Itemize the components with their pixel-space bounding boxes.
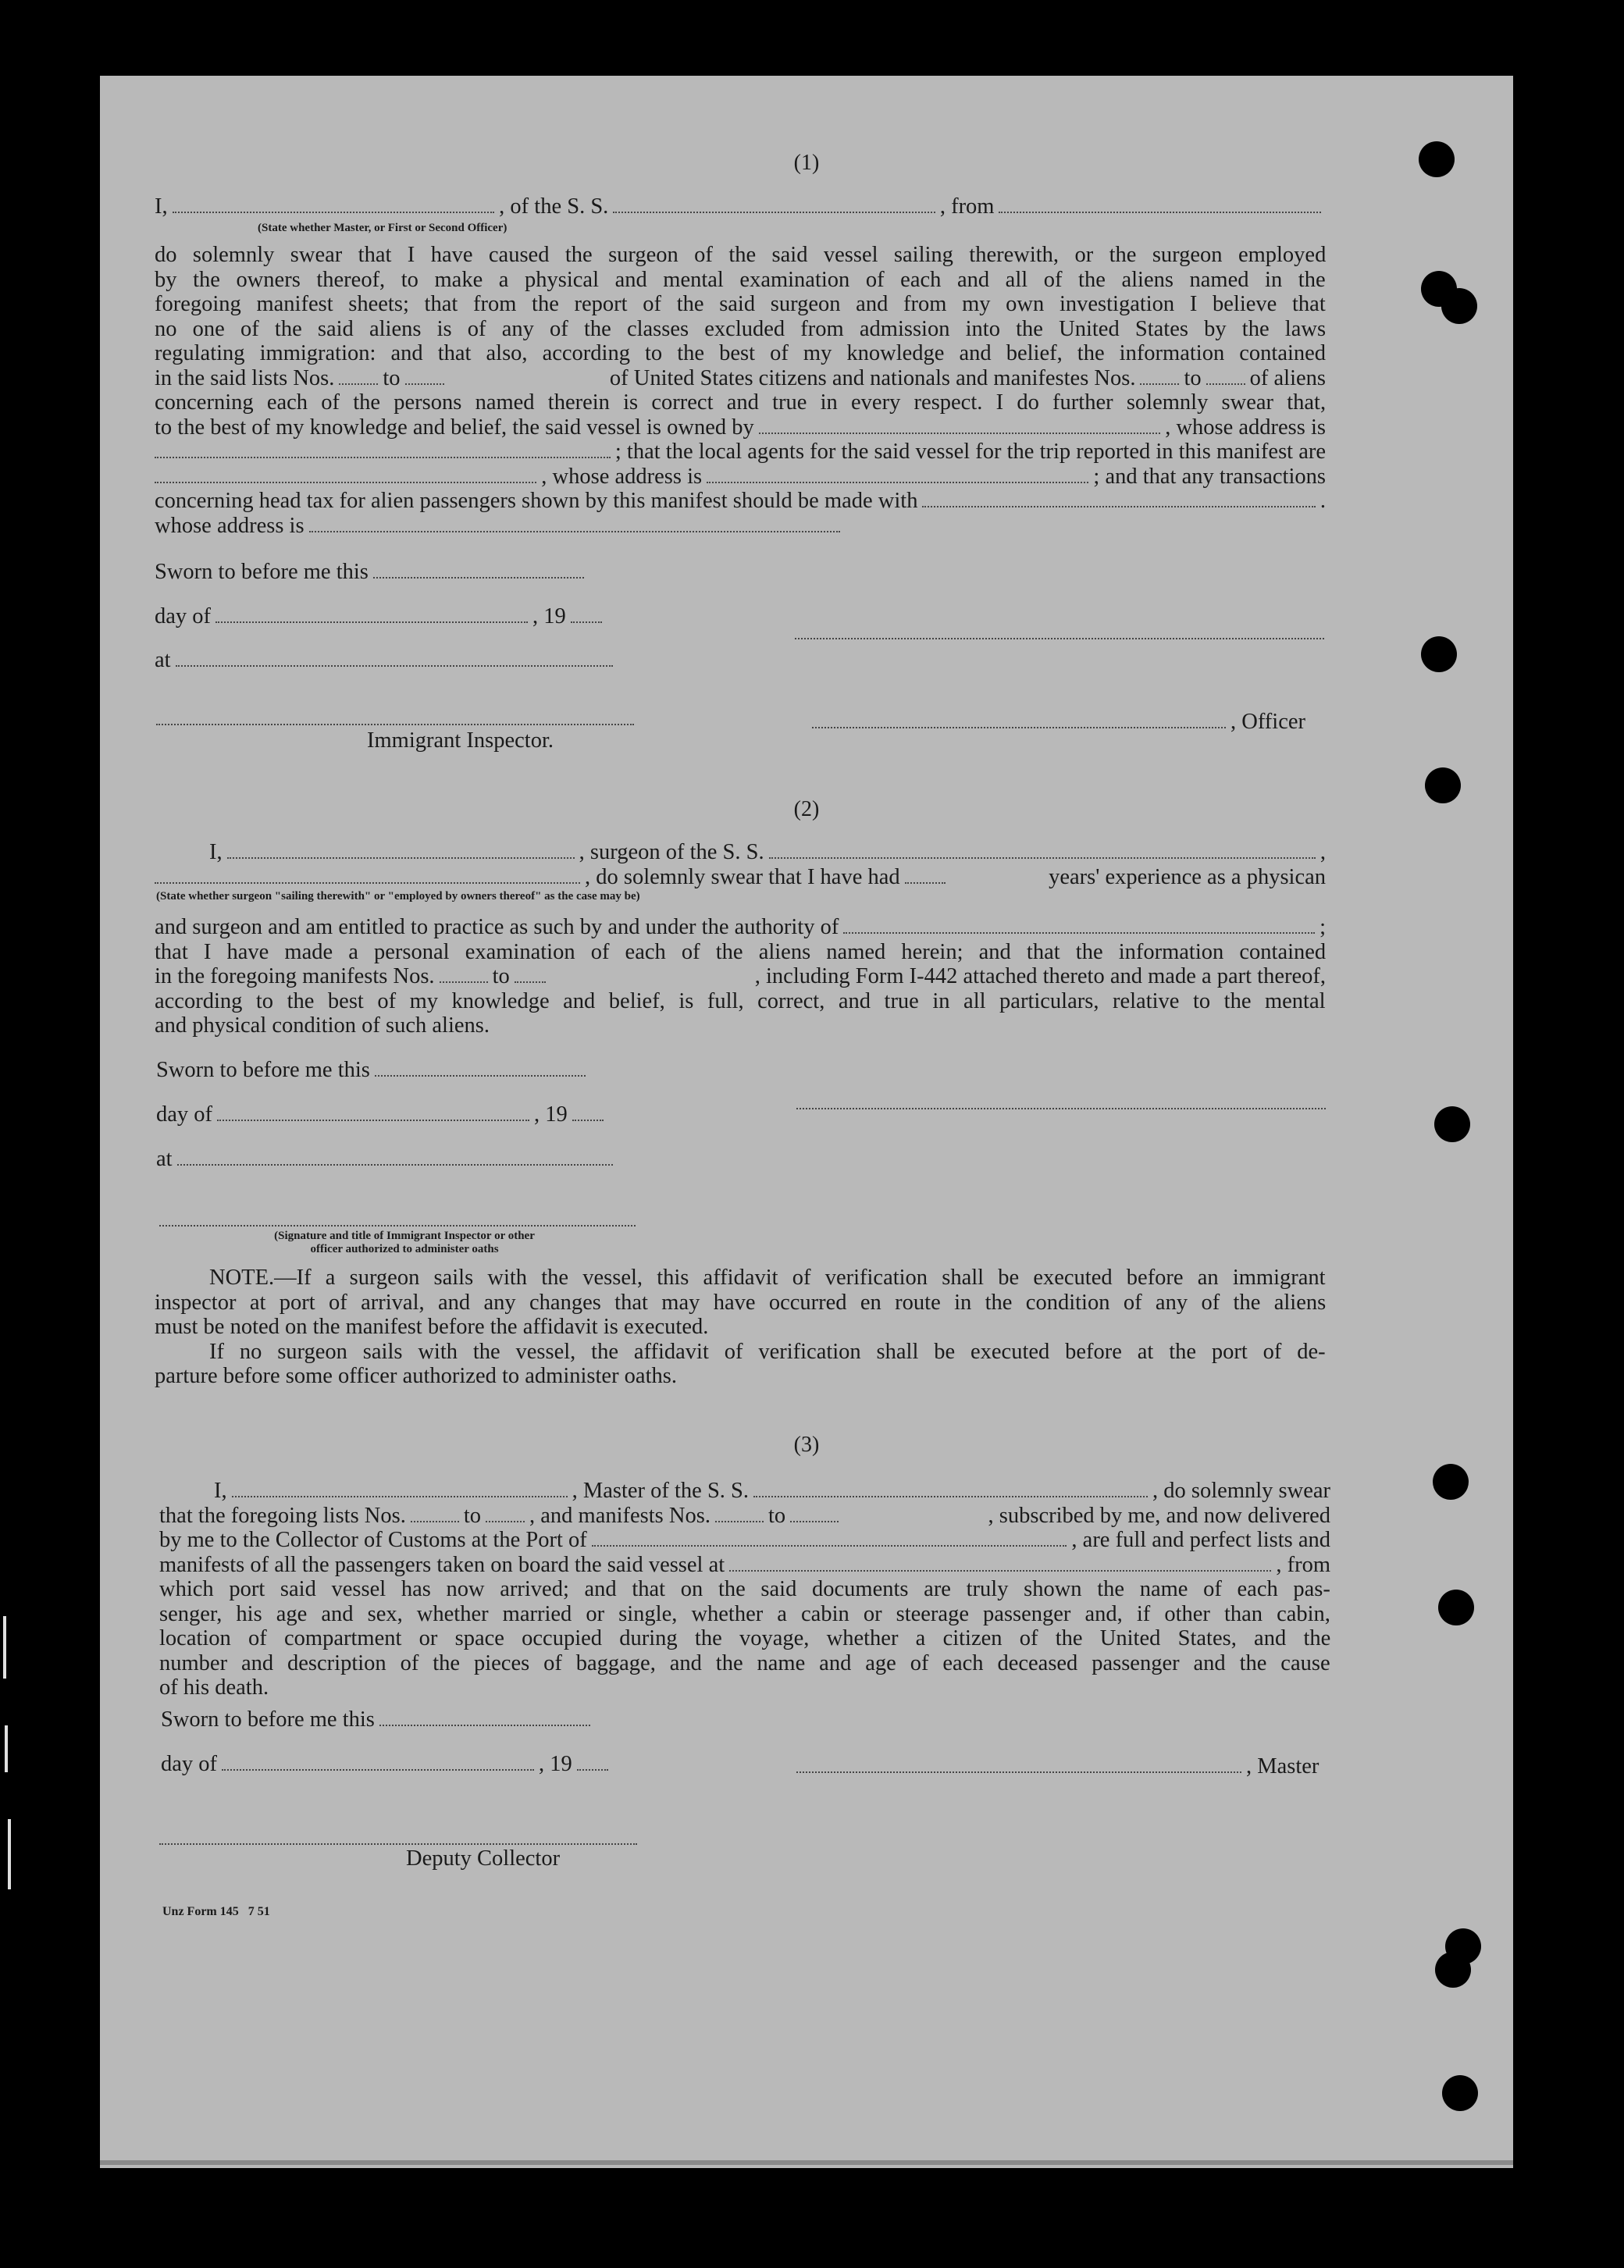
binder-hole [1438,1590,1474,1625]
master-signature-field[interactable] [796,1754,1241,1773]
whose-address-line: whose address is [155,514,1326,539]
binder-hole [1433,1464,1469,1500]
section-2-body: and surgeon and am entitled to practice as such by and under the authority of ; that I have made a personal examination of each of the aliens named herein; and that the information contained in the foregoing manifests Nos. to , including Form I-442 attached thereto and made a part thereof, according to the best of my knowledge and belief, is full, correct, and true in all particulars, relative to the mental and physical condition of such aliens. [155,915,1327,1038]
inspector-signature-line[interactable] [156,722,634,725]
body-line: location of compartment or space occupied during the voyage, whether a citizen of the United States, and the [159,1626,1331,1650]
section-1-day-of: day of , 19 [155,604,607,629]
at-place-field[interactable] [176,648,613,667]
body-line: senger, his age and sex, whether married or single, whether a cabin or steerage passenger and, if other than cabin, [159,1601,1330,1626]
form-number: Unz Form 145 7 51 [162,1905,270,1918]
section-3-body: I, , Master of the S. S. , do solemnly swear that the foregoing lists Nos. to , and manifests Nos. to , subscribed by me, and now delivered by me to the Collector of Customs at the Port of , are full and perfect lists and manifests of all the passengers taken on board the said vessel at , from which port said vessel has now arrived; and that on the said documents are truly shown the name of each pas- senger, his age and sex, whether married or single, whether a cabin or steerage passenger and, if other than cabin, location of compartment or space occupied during the voyage, whether a citizen of the United States, and the number and description of the pieces of baggage, and the name and age of each deceased passenger and the cause of his death. [159,1479,1331,1700]
s3-manifest-to-field[interactable] [790,1504,839,1522]
film-edge-mark [5,1725,8,1772]
label-i: I, [155,194,168,219]
manifest-no-from-field[interactable] [1140,366,1179,385]
day-of-field[interactable] [215,604,528,623]
s2-year-field[interactable] [572,1102,604,1121]
body-line: number and description of the pieces of baggage, and the name and age of each deceased passenger and the cause [159,1650,1330,1675]
vessel-name-field[interactable] [613,194,935,213]
officer-signature-line[interactable] [795,636,1324,639]
officer-line: , Officer [812,710,1305,735]
section-1-sworn: Sworn to before me this [155,560,589,585]
binder-hole [1425,767,1461,803]
manifest-no-to-field[interactable] [1206,366,1245,385]
note-block: NOTE.—If a surgeon sails with the vessel, this affidavit of verification shall be executed before an immigrant inspector at port of arrival, and any changes that may have occurred en route in the condition of any of the aliens must be noted on the manifest before the affidavit is executed. If no surgeon sails with the vessel, the affidavit of verification shall be executed before at the port of de- parture before some officer authorized to administer oaths. [155,1266,1327,1388]
section-3-sworn: Sworn to before me this [161,1707,595,1732]
sworn-date-field[interactable] [373,560,584,579]
s2-sworn-date-field[interactable] [375,1058,586,1077]
binder-hole [1419,141,1455,177]
boarding-port-field[interactable] [729,1553,1271,1572]
s2-at-place-field[interactable] [177,1147,613,1166]
body-line: that I have made a personal examination of each of the aliens named herein; and that the information contained [155,939,1327,964]
body-line: which port said vessel has now arrived; and that on the said documents are truly shown the name of each pas- [159,1577,1330,1601]
s2-day-of-field[interactable] [217,1102,529,1121]
section-1-header-line [155,194,1326,219]
binder-hole [1441,288,1477,324]
owner-address-field[interactable] [155,440,611,458]
port-field[interactable] [592,1528,1067,1547]
section-2-header: I, , surgeon of the S. S. , , do solemnly swear that I have had years' experience as a physican [155,840,1326,889]
section-2-number: (2) [793,797,820,821]
from-port-field[interactable] [999,194,1321,213]
body-line: no one of the said aliens is of any of the classes excluded from admission into the United States by the laws [155,316,1327,341]
s3-vessel-field[interactable] [753,1479,1148,1497]
s3-sworn-date-field[interactable] [379,1707,590,1726]
s3-year-field[interactable] [577,1752,608,1771]
body-line: concerning each of the persons named therein is correct and true in every respect. I do further solemnly swear that, [155,390,1327,415]
section-3-number: (3) [793,1433,820,1457]
s3-manifest-from-field[interactable] [715,1504,764,1522]
form-page [100,76,1513,2168]
owner-line: to the best of my knowledge and belief, the said vessel is owned by , whose address is [155,415,1326,440]
s3-list-to-field[interactable] [486,1504,525,1522]
body-line: foregoing manifest sheets; that from the report of the said surgeon and from my own investigation I believe that [155,292,1326,316]
authority-field[interactable] [843,915,1315,934]
binder-hole [1435,1952,1471,1988]
manifests-line: in the foregoing manifests Nos. to , including Form I-442 attached thereto and made a part thereof, [155,964,1326,988]
body-line: do solemnly swear that I have caused the surgeon of the said vessel sailing therewith, or the surgeon employed [155,243,1327,267]
headtax-address-field[interactable] [309,514,840,532]
section-2-sworn: Sworn to before me this [156,1058,590,1083]
section-1-body [155,243,1326,538]
immigrant-inspector-label: Immigrant Inspector. [367,728,554,753]
agent-address-line: , whose address is ; and that any transactions [155,465,1326,490]
deputy-collector-signature-line[interactable] [159,1842,637,1845]
binder-hole [1442,2075,1478,2111]
agents-line: ; that the local agents for the said vessel for the trip reported in this manifest are [155,440,1326,465]
agents-field[interactable] [155,465,536,483]
film-edge-mark [8,1819,11,1889]
section-1-number: (1) [793,151,820,175]
label-from: , from [939,194,995,219]
list-no-to-field[interactable] [405,366,444,385]
film-edge-mark [3,1616,6,1679]
master-line: , Master [796,1754,1319,1779]
surgeon-vessel-field[interactable] [769,840,1316,859]
body-line: of his death. [159,1675,269,1700]
section-2-day-of: day of , 19 [156,1102,608,1127]
section-3-day-of: day of , 19 [161,1752,613,1777]
agent-address-field[interactable] [707,465,1088,483]
headtax-contact-field[interactable] [922,489,1315,507]
body-line: regulating immigration: and that also, according to the best of my knowledge and belief, the information contained [155,341,1327,365]
s3-day-of-field[interactable] [222,1752,534,1771]
binder-hole [1421,636,1457,672]
lists-line: in the said lists Nos. to of United States citizens and nationals and manifestes Nos. to of aliens [155,365,1326,390]
body-line: and physical condition of such aliens. [155,1013,490,1038]
signature-caption: (Signature and title of Immigrant Inspector or other officer authorized to administer oaths [274,1230,535,1255]
body-line: by the owners thereof, to make a physical and mental examination of each and all of the aliens named in the [155,267,1326,292]
section-1-at: at [155,648,618,673]
master-name-field[interactable] [232,1479,568,1497]
section-2-at: at [156,1147,618,1172]
officer-footnote: (State whether Master, or First or Second Officer) [258,222,508,234]
s2-manifest-to-field[interactable] [515,964,546,983]
page-edge [100,2160,1513,2165]
s2-inspector-signature-line[interactable] [159,1223,636,1227]
list-no-from-field[interactable] [339,366,378,385]
body-line: according to the best of my knowledge and belief, is full, correct, and true in all particulars, relative to the mental [155,988,1326,1013]
s2-manifest-from-field[interactable] [440,964,488,983]
label-of-ss: , of the S. S. [499,194,609,219]
officer-signature-field[interactable] [812,710,1226,728]
surgeon-signature-line[interactable] [796,1106,1326,1109]
surgeon-footnote: (State whether surgeon "sailing therewith" or "employed by owners thereof" as the case may be) [156,890,640,903]
s3-list-from-field[interactable] [411,1504,459,1522]
owner-field[interactable] [759,415,1160,434]
surgeon-status-field[interactable] [155,865,580,884]
deputy-collector-label: Deputy Collector [406,1846,561,1871]
year-field[interactable] [571,604,602,623]
surgeon-name-field[interactable] [227,840,575,859]
years-experience-field[interactable] [905,865,946,884]
headtax-line: concerning head tax for alien passengers shown by this manifest should be made with . [155,489,1326,513]
binder-hole [1434,1106,1470,1142]
officer-name-field[interactable] [173,194,495,213]
